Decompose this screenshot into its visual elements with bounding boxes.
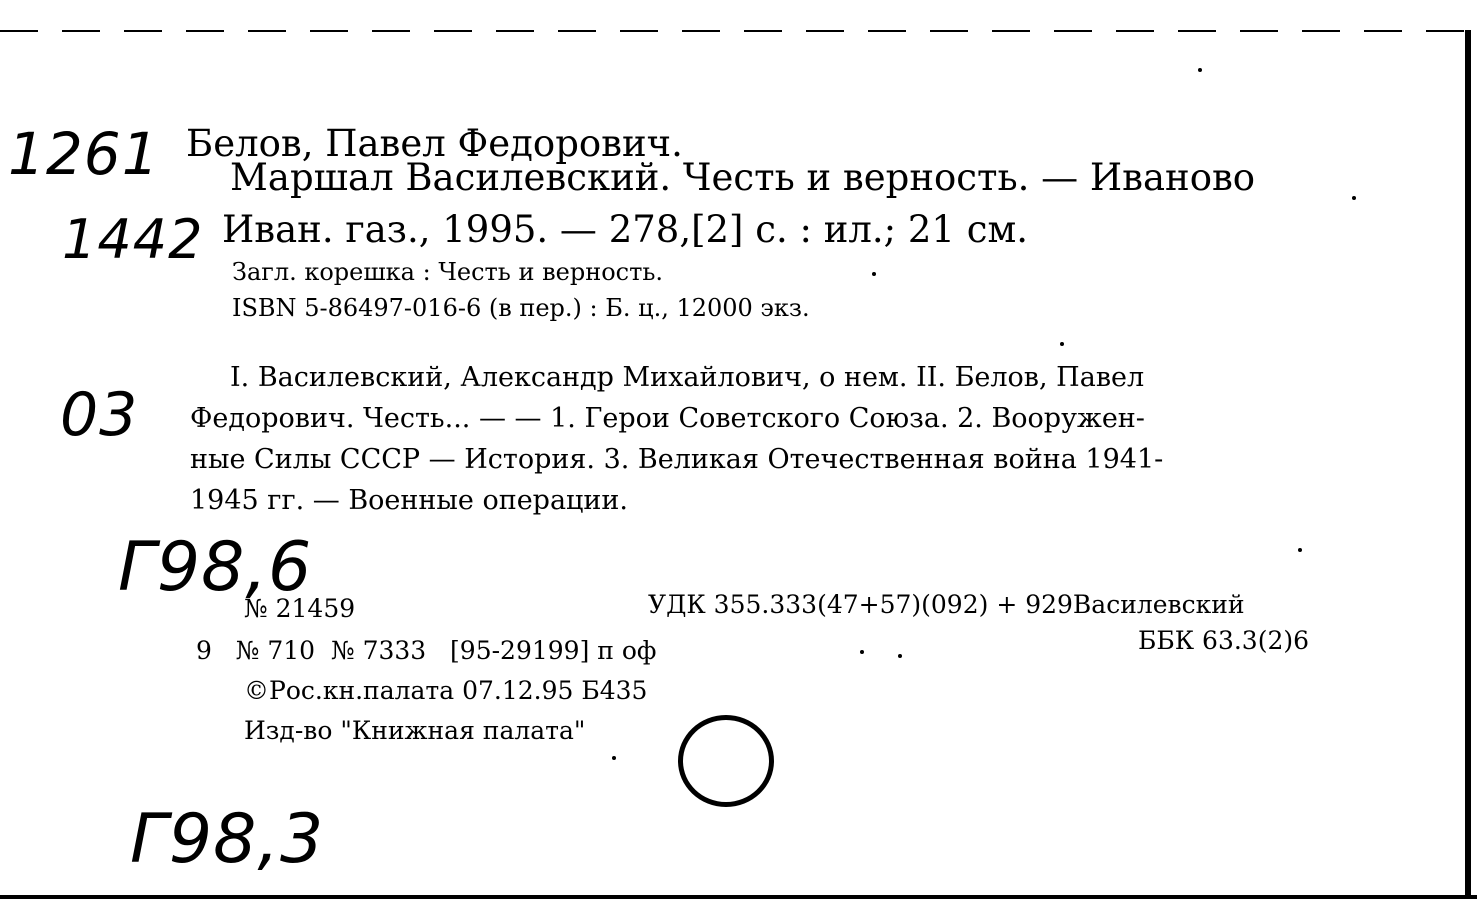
subject-line-4: 1945 гг. — Военные операции.: [190, 485, 628, 516]
card-right-border: [1465, 30, 1471, 899]
footer-line-2: 9 № 710 № 7333 [95-29199] п оф: [196, 636, 657, 665]
speck: [1352, 196, 1356, 200]
author-heading: Белов, Павел Федорович.: [186, 122, 683, 165]
speck: [898, 654, 902, 658]
stamp-circle: [678, 715, 774, 807]
handwritten-code: 03: [60, 380, 139, 450]
speck: [1198, 68, 1202, 72]
handwritten-number-2: 1442: [62, 208, 204, 271]
title-line: Маршал Василевский. Честь и верность. — Иваново: [230, 156, 1256, 199]
publisher-line: Изд-во "Книжная палата": [244, 716, 586, 745]
speck: [872, 272, 876, 276]
imprint-line: Иван. газ., 1995. — 278,[2] с. : ил.; 21 см.: [222, 208, 1028, 251]
bbk-code: ББК 63.3(2)6: [1138, 626, 1310, 655]
copyright-line: ©Рос.кн.палата 07.12.95 Б435: [244, 676, 648, 705]
note-line: Загл. корешка : Честь и верность.: [232, 258, 664, 286]
isbn-line: ISBN 5-86497-016-6 (в пер.) : Б. ц., 12000 экз.: [232, 294, 810, 322]
subject-line-3: ные Силы СССР — История. 3. Великая Отечественная война 1941-: [190, 444, 1164, 475]
speck: [1298, 548, 1302, 552]
speck: [612, 756, 616, 760]
speck: [1060, 342, 1064, 346]
handwritten-number-1: 1261: [8, 120, 160, 188]
subject-line-2: Федорович. Честь... — — 1. Герои Советского Союза. 2. Вооружен-: [190, 403, 1145, 434]
handwritten-class-1: Г98,6: [118, 528, 313, 607]
card-number: № 21459: [244, 594, 356, 623]
subject-line-1: I. Василевский, Александр Михайлович, о нем. II. Белов, Павел: [230, 362, 1145, 393]
speck: [860, 650, 864, 654]
card-top-border: [0, 30, 1477, 32]
card-bottom-border: [0, 895, 1477, 899]
handwritten-class-2: Г98,3: [130, 800, 325, 879]
udk-code: УДК 355.333(47+57)(092) + 929Василевский: [648, 590, 1245, 619]
